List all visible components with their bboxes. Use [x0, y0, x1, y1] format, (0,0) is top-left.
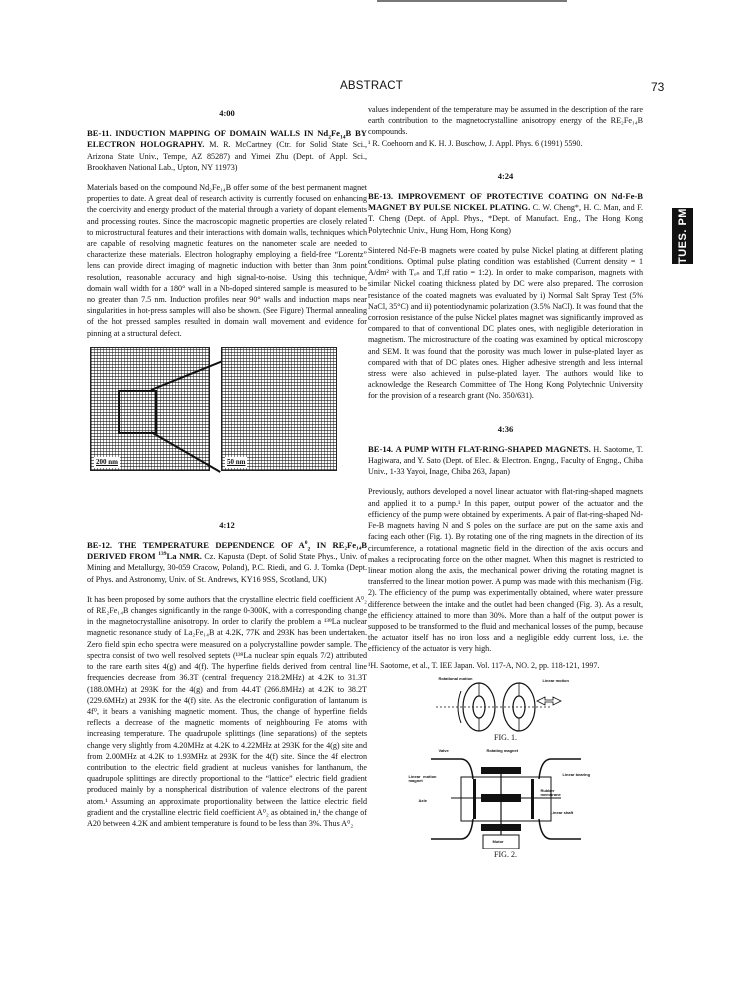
- abstract-authors: M. R. McCartney (Ctr. for Solid State Sci., Arizona State Univ., Tempe, AZ 85287) and Yimei Zhu (Dept. of Appl. Sci., Brookhaven National Lab., Upton, NY 11973): [87, 140, 368, 172]
- inset-box: [118, 390, 157, 434]
- domain-map-panel-left: [90, 347, 210, 471]
- abstract-be-11: [87, 108, 367, 470]
- abstract-body: Sintered Nd-Fe-B magnets were coated by pulse Nickel plating at different plating conditions. Optimal pulse plating condition was established (Current density = 1 A/dm² with Tₒₙ and Tₒff ratio = 1:2). In order to make comparison, magnets with similar Nickel coating thickness plated by DC were also prepared. The corrosion resistance of the coated magnets was evaluated by i) Normal Salt Spray Test (5% NaCl, 35°C) and ii) potentiodynamic polarization (3.5% NaCl). It was found that the corrosion resistance of the pulse Nickel plates magnet was significantly improved as compared to that of conventional DC plates ones, with negligible deterioration in magnetism. The microstructure of the coating was examined by optical microscopy and SEM. It was found that the porosity was much lower in pulse-plated layer as compared with that of DC plates ones. Higher adhesive strength and less internal stress were also achieved in pulse-plated layer. The authors would like to acknowledge the Research Committee of The Hong Kong Polytechnic University for the provision of a research grant (No. 350/631).: [368, 245, 643, 401]
- abstract-id: BE-13.: [368, 191, 394, 202]
- left-column: [87, 108, 367, 829]
- abstract-be-12-continued: [368, 104, 643, 149]
- session-side-tab-label: TUES. PM: [676, 208, 689, 264]
- ring-magnets-diagram: [431, 677, 581, 732]
- abstract-body-continued: values independent of the temperature may be assumed in the description of the rare earth contribution to the magnetocrystalline anisotropy energy of the RE₂Fe₁₄B compounds.: [368, 105, 643, 137]
- abstract-authors: H. Saotome, T. Hagiwara, and Y. Sato (Dept. of Elec. & Electron. Engng., Faculty of Engng., Chiba Univ., 1-33 Yayoi, Inage, Chiba 263, Japan): [368, 444, 644, 477]
- right-column: [368, 104, 643, 860]
- abstract-authors: C. W. Cheng*, H. C. Man, and F. T. Cheng (Dept. of Appl. Phys., *Dept. of Manufact. Eng., The Hong Kong Polytechnic Univ., Hung Hom, Hong Kong): [368, 203, 643, 235]
- abstract-header: [368, 444, 643, 478]
- abstract-be-12: [87, 520, 367, 829]
- abstract-header: [368, 191, 643, 236]
- abstract-title: INDUCTION MAPPING OF DOMAIN WALLS IN $Nd_2Fe_{14}B$ BY ELECTRON HOLOGRAPHY.: [87, 128, 367, 150]
- label-axle: Axle: [418, 797, 427, 803]
- abstract-be-13: [368, 171, 643, 402]
- session-time: 4:00: [219, 108, 235, 118]
- abstract-be-14: [368, 424, 643, 860]
- ring-magnets-svg: [431, 677, 581, 732]
- page-number: 73: [651, 80, 665, 94]
- scale-bar-200nm: 200 nm: [94, 457, 120, 468]
- session-time: 4:36: [497, 423, 514, 434]
- abstract-body: Previously, authors developed a novel linear actuator with flat-ring-shaped magnets and applied it to a pump.¹ In this paper, output power of the actuator and the efficiency of the pump were obtained by experiments. A pair of flat-ring-shaped Nd-Fe-B magnets having N and S poles on the surface are put on the same axis and facing each other (Fig. 1). By rotating one of the ring magnets in the direction of its circumference, a rotational magnetic field in the direction of the axis occurs and makes a reciprocating force on the other magnet. When this magnet is restricted to linear motion along the axis, the mechanical power driving the rotating magnet is transferred to the linear motion power. A pump was made with this mechanism (Fig. 2). The efficiency of the pump was experimentally obtained, where water pressure difference between the intake and the outlet had been changed (Fig. 3). As a result, the efficiency attained to more than 30%. More than a half of the output power is supposed to be transformed to the fluid and mechanical losses of the pump, because the actuator itself has no iron loss and a negligible eddy current loss, i.e. the efficiency of the actuator is very high.: [368, 487, 643, 654]
- label-valve: Valve: [438, 747, 449, 753]
- abstract-title: IMPROVEMENT OF PROTECTIVE COATING ON Nd-Fe-B MAGNET BY PULSE NICKEL PLATING.: [368, 191, 643, 213]
- reference: ¹H. Saotome, et al., T. IEE Japan. Vol. 117-A, NO. 2, pp. 118-121, 1997.: [368, 660, 600, 670]
- label-linear-shaft: Linear shaft: [550, 809, 574, 815]
- figure-2-caption: FIG. 2.: [494, 849, 517, 859]
- running-title: ABSTRACT: [340, 80, 403, 92]
- label-motor: Motor: [492, 838, 504, 844]
- abstract-title: A PUMP WITH FLAT-RING-SHAPED MAGNETS.: [395, 443, 591, 454]
- domain-map-panel-right: [221, 347, 337, 471]
- session-side-tab: [672, 208, 693, 264]
- label-linear-motion-magnet: Linear motion magnet: [408, 773, 437, 784]
- abstract-id: BE-11.: [87, 128, 112, 139]
- reference: ¹ R. Coehoorn and K. H. J. Buschow, J. Appl. Phys. 6 (1991) 5590.: [368, 138, 583, 148]
- session-time: 4:12: [219, 519, 235, 530]
- abstract-body: Materials based on the compound Nd₂Fe₁₄B offer some of the best permanent magnet properties to date. A great deal of research activity is currently focused on enhancing the coercivity and energy product of the material through a variety of dopant elements and processing routes. Since the macroscopic magnetic properties are closely related to microstructural features and their interactions with domain walls, techniques which are capable of resolving magnetic features on the nanometer scale are needed to characterize these materials. Electron holography employing a field-free “Lorentz” lens can provide direct imaging of magnetic induction with better than 3nm point resolution, reasonable accuracy and high signal-to-noise. Using this technique, domain wall width for a 180° wall in a Nb-doped sintered sample is measured to be no greater than 7.5 nm. Induction profiles near 90° walls and induction maps near singularities in hot-press samples will also be shown. (See Figure) Thermal annealing of the hot pressed samples resulted in domain wall movement and evidence for pinning at a structural defect.: [87, 183, 367, 338]
- figure-1-caption: FIG. 1.: [494, 732, 517, 742]
- holography-figure: [87, 347, 367, 470]
- label-rubber-membrane: Rubber membrane: [540, 787, 561, 798]
- abstract-authors: Cz. Kapusta (Dept. of Solid State Phys., Univ. of Mining and Metallurgy, 30-059 Cracow, Poland), P.C. Riedi, and G. J. Tomka (Dept. of Phys. and Astronomy, Univ. of St. Andrews, KY16 9SS, Scotland, UK): [87, 552, 367, 584]
- scale-bar-50nm: 50 nm: [225, 457, 247, 468]
- abstract-title: THE TEMPERATURE DEPENDENCE OF $A^0_2$ IN RE₂Fe₁₄B DERIVED FROM $^{139}$La NMR.: [87, 540, 368, 562]
- figure-1: [368, 677, 643, 743]
- abstract-header: [87, 540, 367, 585]
- abstract-id: BE-14.: [368, 443, 394, 454]
- figure-2: [368, 749, 643, 860]
- abstract-body: It has been proposed by some authors that the crystalline electric field coefficient A⁰₂ of RE₂Fe₁₄B changes significantly in the range 0-300K, with a corresponding change in the magnetocrystalline anisotropy. In order to clarify the problem a ¹³⁹La nuclear magnetic resonance study of La₂Fe₁₄B at 4.2K, 77K and 293K has been undertaken. Zero field spin echo spectra were measured on a polycrystalline powder sample. The spectra consist of two well resolved septets (¹³⁹La nuclear spin equals 7/2) attributed to the rare earth sites 4(g) and 4(f). The hyperfine fields derived from central line frequencies decrease from 36.3T (central frequency 218.2MHz) at 4.2K to 31.3T (188.0MHz) at 293K for the 4(g) and from 44.4T (266.8MHz) at 4.2K to 38.2T (229.6MHz) at 293K for the 4(f) site. As the electronic configuration of lantanum is 4f⁰, it bears a vanishing magnetic moment. Thus, the change of hyperfine fields reflects a decrease of the magnetic moments of neighbouring Fe atoms with increasing temperature. The quadrupole splittings (line separations) of the septets change very slightly from 4.20MHz at 4.2K to 4.22MHz at 293K for the 4(g) site and from 2.00MHz at 4.2K to 1.93MHz at 293K for the 4(f) site. Since the 4f electron contribution to the electric field gradient at nucleus vanishes for lanthanum, the quadrupole splittings are directly proportional to the “lattice” electric field gradient produced mainly by a nonspherical distribution of valence electrons of the parent atom.¹ Assuming an approximate proportionality between the lattice electric field gradient and the crystalline electric field coefficient A⁰₂ as obtained in,¹ the change of A20 between 4.2K and ambient temperature is found to be less than 3%. Thus A⁰₂: [87, 594, 367, 828]
- label-rotational-motion: Rotational motion: [438, 675, 473, 681]
- abstract-id: BE-12.: [87, 540, 113, 551]
- scan-edge-line: [377, 0, 567, 2]
- pump-diagram-svg: [431, 749, 581, 849]
- abstract-header: [87, 128, 367, 173]
- label-rotating-magnet: Rotating magnet: [486, 747, 519, 753]
- label-linear-bearing: Linear bearing: [562, 771, 591, 777]
- pump-diagram: [408, 747, 591, 849]
- session-time: 4:24: [497, 170, 514, 181]
- label-linear-motion: Linear motion: [542, 677, 569, 683]
